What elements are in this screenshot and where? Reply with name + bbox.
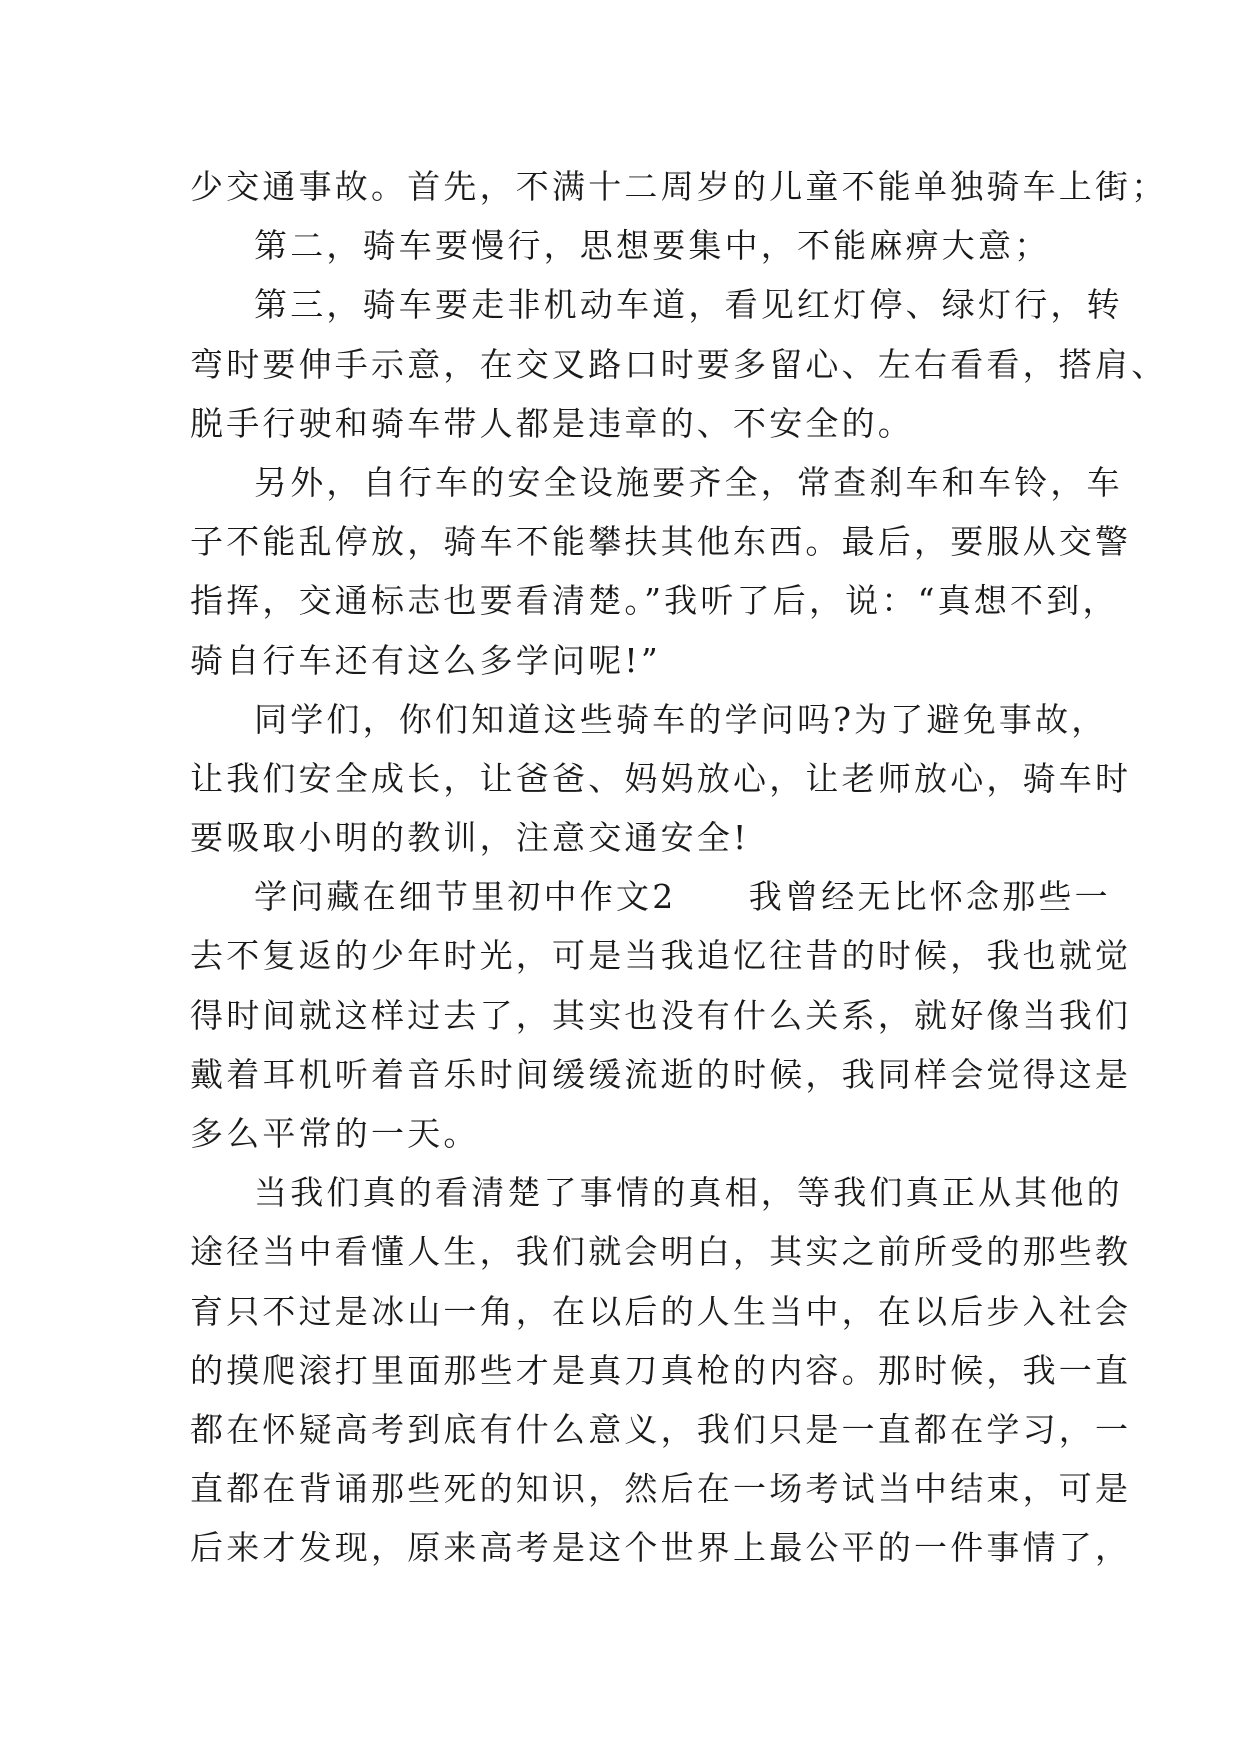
document-body	[190, 157, 1168, 1578]
text-line: 当我们真的看清楚了事情的真相，等我们真正从其他的	[254, 1173, 1123, 1213]
text-line: 另外，自行车的安全设施要齐全，常查刹车和车铃，车	[254, 462, 1123, 502]
text-line: 第二，骑车要慢行，思想要集中，不能麻痹大意；	[254, 226, 1051, 266]
text-line: 途径当中看懂人生，我们就会明白，其实之前所受的那些教	[190, 1232, 1132, 1272]
text-line: 多么平常的一天。	[190, 1114, 480, 1153]
text-line: 去不复返的少年时光，可是当我追忆往昔的时候，我也就觉	[190, 936, 1132, 976]
text-line: 骑自行车还有这么多学问呢!”	[190, 640, 661, 680]
text-line: 戴着耳机听着音乐时间缓缓流逝的时候，我同样会觉得这是	[190, 1054, 1132, 1094]
text-line: 少交通事故。首先，不满十二周岁的儿童不能单独骑车上街；	[190, 167, 1168, 206]
text-line: 直都在背诵那些死的知识，然后在一场考试当中结束，可是	[190, 1469, 1132, 1509]
text-line: 得时间就这样过去了，其实也没有什么关系，就好像当我们	[190, 995, 1132, 1035]
text-line: 同学们，你们知道这些骑车的学问吗?为了避免事故，	[254, 699, 1108, 739]
text-line: 都在怀疑高考到底有什么意义，我们只是一直都在学习，一	[190, 1409, 1132, 1449]
text-line: 子不能乱停放，骑车不能攀扶其他东西。最后，要服从交警	[190, 522, 1132, 562]
text-line: 要吸取小明的教训，注意交通安全!	[190, 818, 750, 858]
text-line: 第三，骑车要走非机动车道，看见红灯停、绿灯行，转	[254, 285, 1123, 325]
text-line: 后来才发现，原来高考是这个世界上最公平的一件事情了，	[190, 1528, 1132, 1568]
text-line: 弯时要伸手示意，在交叉路口时要多留心、左右看看，搭肩、	[190, 344, 1168, 384]
text-line: 脱手行驶和骑车带人都是违章的、不安全的。	[190, 403, 914, 443]
text-line: 学问藏在细节里初中作文2 我曾经无比怀念那些一	[254, 877, 1111, 917]
text-line: 让我们安全成长，让爸爸、妈妈放心，让老师放心，骑车时	[190, 758, 1132, 798]
text-line: 育只不过是冰山一角，在以后的人生当中，在以后步入社会	[190, 1291, 1132, 1331]
text-line: 的摸爬滚打里面那些才是真刀真枪的内容。那时候，我一直	[190, 1350, 1132, 1390]
text-line: 指挥，交通标志也要看清楚。”我听了后，说：“真想不到，	[190, 581, 1119, 621]
